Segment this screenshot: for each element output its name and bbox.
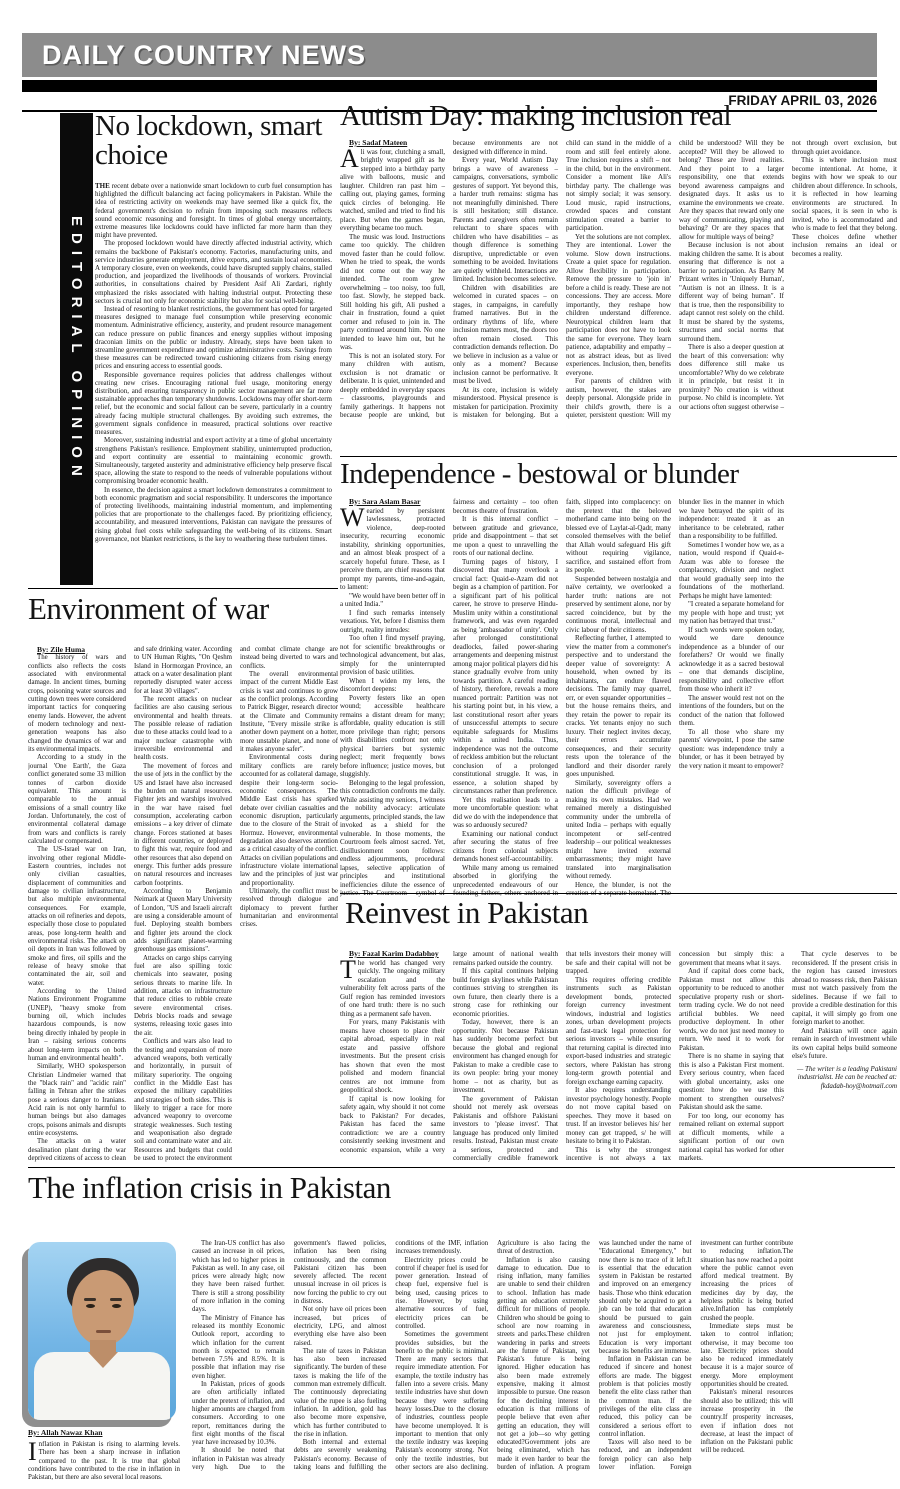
article-paragraph: Turning pages of history, I discovered that many overlook a crucial fact: Quaid-e-Azam did not begin as a champion of partition. For a significant part of his political career, he strove to preserve Hindu-Muslim unity within a constitutional framework, and was even regarded as being 'ambassador of unity'. Only after prolonged constitutional deadlocks, failed power-sharing arrangements and deepening mistrust among major political players did his stance gradually evolve from unity towards partition. A careful reading of history, therefore, reveals a more nuanced portrait: Partition was not his starting point but, in his view, a last constitutional resort after years of unsuccessful attempts to secure equitable safeguards for Muslims within a united India. Thus, independence was not the outcome of reckless ambition but the reluctant conclusion of a prolonged constitutional struggle. It was, in essence, a solution shaped by circumstances rather than preference. bbox=[453, 557, 558, 795]
article-paragraph: Similarly, sovereignty offers a nation the difficult privilege of making its own mistakes. Had we remained merely a distinguished community under the umbrella of united India – perhaps with equally incompetent or self-centred leadership – our political weaknesses might have invited external embarrassments; they might have translated into marginalisation without remedy. bbox=[566, 778, 671, 880]
inflation-body bbox=[192, 1240, 895, 1480]
independence-top-rule bbox=[340, 456, 897, 457]
article-paragraph: Sometimes I wonder how we, as a nation, would respond if Quaid-e-Azam was able to foresee the complacency, division and neglect that would gradually seep into the foundations of the motherland. Perhaps he might have lamented: bbox=[679, 540, 784, 600]
article-paragraph: Children with disabilities are welcomed in curated spaces – on stages, in campaigns, in carefully framed narratives. But in the ordinary rhythms of life, where inclusion matters most, the doors too often remain closed. This contradiction demands reflection. Do we believe in inclusion as a value or only as a moment? Because inclusion cannot be performative. It must be lived. bbox=[453, 283, 558, 385]
inflation-byline: By: Allah Nawaz Khan bbox=[28, 1428, 103, 1437]
article-paragraph: The movement of forces and the use of jets in the conflict by the US and Israel have also increased the burden on natural resources. Fighter jets and warships involved in the war have raised fuel consumption, accelerating carbon emissions – a key driver of climate change. Forces stationed at bases in different countries, or deployed to fight this war, require food and other resources that also depend on energy. This further adds pressure on natural resources and increases carbon footprints. bbox=[134, 762, 232, 887]
independence-lead-paragraph: Wearied by persistent lawlessness, protracted violence, deep-rooted insecurity, recurring economic instability, shrinking opportunities, and an almost bleak prospect of a scarcely hopeful future. These, as I perceive them, are chief reasons that prompt my parents, time-and-again, to lament: bbox=[340, 502, 445, 591]
article-paragraph: There is also a deeper question at the heart of this conversation: why does difference still make us uncomfortable? Why do we celebrate it in principle, but resist it in proximity? No creation is without purpose. No child is incomplete. Yet our actions often suggest otherwise – not through overt exclusion, but through quiet avoidance. bbox=[679, 139, 897, 411]
article-paragraph: And if capital does come back, Pakistan must not allow this opportunity to be reduced to another speculative property rush or short-term trading cycle. We do not need artificial bubbles. We need productive deployment. In other words, we do not just need money to return. We need it to work for Pakistan. bbox=[679, 967, 784, 1052]
photo-mouth bbox=[96, 1330, 111, 1333]
article-paragraph: And Pakistan will once again remain in search of investment while its own capital helps build someone else's future. bbox=[792, 1026, 897, 1060]
article-paragraph: Sometimes the government provides subsidies, but the benefit to the public is minimal. There are many sectors that require immediate attention. For example, the textile industry has fallen into a severe crisis. Many textile industries have shut down because they were suffering heavy losses.Due to the closure of industries, countless people have become unemployed. It is important to mention that only the textile industry was keeping Pakistan's economy strong. Not only the textile industries, but other sectors are also declining. Agriculture is also facing the threat of destruction. bbox=[395, 1240, 590, 1472]
article-paragraph: Hence, the blunder, is not the creation of a separate homeland. The blunder lies in the manner in which we have betrayed the spirit of its independence: treated it as an inheritance to be celebrated, rather than a responsibility to be fulfilled. bbox=[566, 498, 784, 897]
article-paragraph: This is why the strongest incentive is not always a tax concession but simply this: a government that means what it says. bbox=[566, 950, 784, 1162]
article-independence bbox=[340, 460, 897, 902]
article-paragraph: At its core, inclusion is widely misunderstood. Physical presence is mistaken for participation. Proximity is mistaken for belonging. But a child can stand in the middle of a room and still feel entirely alone. True inclusion requires a shift – not in the child, but in the environment. Consider a moment like Ali's birthday party. The challenge was not simply social; it was sensory. Loud music, rapid instructions, crowded spaces and constant stimulation created a barrier to participation. bbox=[453, 139, 671, 419]
editorial-opinion-label: EDITORIAL OPINION bbox=[68, 215, 85, 483]
article-paragraph: Conflicts and wars also lead to the testing and expansion of more advanced weapons, both vertically and horizontally, in pursuit of military superiority. The ongoing conflict in the Middle East has exposed the military capabilities and strategies of both sides. This is likely to trigger a race for more advanced weaponry to overcome strategic weaknesses. Such testing and weaponisation also degrade soil and contaminate water and air. Resources and budgets that could be used to protect the environment and combat climate change are instead being diverted to wars and conflicts. bbox=[134, 646, 338, 1162]
article-paragraph: Instead of resorting to blanket restrictions, the government has opted for targeted measures designed to manage fuel consumption while preserving economic momentum. Administrative efficiency, austerity, and prudent resource management can reduce pressure on public finances and energy supplies without imposing draconian limits on the public or industry. Already, steps have been taken to streamline government expenditure and optimize administrative costs. Savings from these measures can be redirected toward cushioning citizens from rising energy prices and ensuring access to essential goods. bbox=[95, 305, 332, 371]
inflation-body-columns bbox=[192, 1240, 895, 1480]
autism-body bbox=[340, 139, 897, 427]
article-paragraph: For parents of children with autism, however, the stakes are deeply personal. Alongside pride in their child's growth, there is a quieter, persistent question: Will my child be understood? Will they be accepted? Will they be allowed to belong? These are lived realities. And they point to a larger responsibility, one that extends beyond awareness campaigns and designated days. It asks us to examine the environments we create. Are they spaces that reward only one way of communicating, playing and behaving? Or are they spaces that allow for multiple ways of being? bbox=[566, 139, 784, 419]
article-autism-day bbox=[340, 102, 897, 427]
article-paragraph: Both internal and external debts are severely weakening Pakistan's economy. Because of taking loans and fulfilling the conditions of the IMF, inflation increases tremendously. bbox=[293, 1240, 489, 1472]
article-paragraph: When I widen my lens, the discomfort deepens: bbox=[340, 676, 445, 693]
article-paragraph: According to Benjamin Neimark at Queen Mary University of London, "US and Israeli aircraft are using a considerable amount of fuel. Deploying stealth bombers and fighter jets around the clock adds significant planet-warming greenhouse gas emissions". bbox=[134, 887, 232, 954]
article-paragraph: According to a study in the journal 'One Earth', the Gaza conflict generated some 33 million tonnes of carbon dioxide equivalent. This amount is comparable to the annual emissions of a small country like Jordan. Unfortunately, the cost of environmental collateral damage from wars and conflicts is rarely calculated or compensated. bbox=[28, 754, 126, 845]
article-paragraph: Attacks on cargo ships carrying fuel are also spilling toxic chemicals into seawater, posing serious threats to marine life. In addition, attacks on infrastructure that reduce cities to rubble create severe environmental crises. Debris blocks roads and sewage systems, releasing toxic gases into the air. bbox=[134, 954, 232, 1037]
article-paragraph: This is not an isolated story. For many children with autism, exclusion is not dramatic or deliberate. It is quiet, unintended and deeply embedded in everyday spaces – classrooms, playgrounds and family gatherings. It happens not because people are unkind, but because environments are not designed with difference in mind. bbox=[340, 139, 558, 419]
independence-headline: Independence - bestowal or blunder bbox=[340, 458, 739, 490]
article-paragraph: The recent attacks on nuclear facilities are also causing serious environmental and health threats. The possible release of radiation due to these attacks could lead to a major nuclear catastrophe with irreversible environmental and health costs. bbox=[134, 696, 232, 762]
article-paragraph: Because inclusion is not about making children the same. It is about ensuring that difference is not a barrier to participation. As Barry M Prizant writes in 'Uniquely Human', "Autism is not an illness. It is a different way of being human". If that is true, then the responsibility to adapt cannot rest solely on the child. It must be shared by the systems, structures and social norms that surround them. bbox=[679, 241, 784, 343]
article-paragraph: I find such remarks intensely vexatious. Yet, before I dismiss them outright, reality intrudes: bbox=[340, 608, 445, 634]
article-paragraph: To all those who share my parents' viewpoint, I pose the same question: was independence truly a blunder, or has it been betrayed by the very nation it meant to empower? bbox=[679, 727, 784, 770]
reinvest-headline: Reinvest in Pakistan bbox=[345, 895, 589, 930]
article-paragraph: If this capital continues helping build foreign skylines while Pakistan continues striving to strengthen its own future, then clearly there is a strong case for rethinking our economic priorities. bbox=[453, 967, 558, 1018]
article-paragraph: Responsible governance requires policies that address challenges without creating new crises. Encouraging rational fuel usage, monitoring energy distribution, and ensuring transparency in public sector management are far more sustainable approaches than temporary shutdowns. Lockdowns may offer short-term relief, but the economic and social fallout can be severe, particularly in a country already facing multiple structural challenges. By avoiding such extremes, the government signals confidence in measured, practical solutions over reactive measures. bbox=[95, 370, 332, 437]
drop-cap: A bbox=[340, 143, 359, 173]
article-paragraph: If such words were spoken today, would we dare denounce independence as a blunder of our forefathers? Or would we finally acknowledge it as a sacred bestowal – one that demands discipline, responsibility and collective effort from those who inherit it? bbox=[679, 625, 784, 693]
editorial-opinion-bar bbox=[60, 113, 93, 585]
article-paragraph: Environmental costs during military conflicts are rarely accounted for as collateral damage, despite their long-term socio-economic consequences. The Middle East crisis has sparked debate over civilian casualties and economic disruption, particularly due to the closure of the Strait of Hormuz. However, environmental degradation also deserves attention as a critical casualty of the conflict. Attacks on civilian populations and infrastructure violate international law and the principles of just war and proportionality. bbox=[240, 754, 338, 887]
no-lockdown-paragraphs bbox=[95, 239, 332, 543]
article-paragraph: If capital is now looking for safety again, why should it not come back to Pakistan? For decades, Pakistan has faced the same contradiction: we are a country consistently seeking investment and economic expansion, while a very large amount of national wealth remains parked outside the country. bbox=[340, 950, 558, 1154]
article-paragraph: The government of Pakistan should not merely ask overseas Pakistanis and offshore Pakistani investors to 'please invest'. That language has produced only limited results. Instead, Pakistan must create a serious, protected and commercially credible framework that tells investors their money will be safe and their capital will not be trapped. bbox=[453, 950, 671, 1162]
independence-body bbox=[340, 498, 897, 902]
photo-eye bbox=[86, 1304, 95, 1308]
article-paragraph: Every year, World Autism Day brings a wave of awareness – campaigns, conversations, symbolic gestures of support. Yet beyond this, a harder truth remains: stigma has not meaningfully diminished. There is still hesitation; still distance. Parents and caregivers often remain reluctant to share spaces with children who have disabilities – as though difference is something disruptive, unpredictable or even something to be avoided. Invitations are quietly withheld. Interactions are limited. Inclusion becomes selective. bbox=[453, 156, 558, 283]
article-paragraph: In Pakistan, prices of goods are often artificially inflated under the pretext of inflation, and higher amounts are charged from consumers. According to one report, remittances during the first eight months of the fiscal year have increased by 10.3%. bbox=[192, 1381, 285, 1447]
drop-cap: T bbox=[340, 954, 356, 984]
article-paragraph: The rate of taxes in Pakistan has also been increased significantly. The burden of these taxes is making the life of the common man extremely difficult. The continuously depreciating value of the rupee is also fueling inflation. In addition, gold has also become more expensive, which has further contributed to the rise in inflation. bbox=[293, 1347, 387, 1438]
inflation-lead-paragraph: Inflation in Pakistan is rising to alarming levels. There has been a sharp increase in inflation compared to the past. It is true that global conditions have contributed to the rise in inflation in Pakistan, but there are also several local reasons. bbox=[28, 1441, 180, 1482]
reinvest-top-rule bbox=[340, 893, 897, 894]
reinvest-body bbox=[340, 950, 897, 1164]
masthead-bar bbox=[22, 33, 877, 77]
article-paragraph: The overall environmental impact of the current Middle East crisis is vast and continues to grow as the conflict prolongs. According to Patrick Bigger, research director at the Climate and Community Institute, "Every missile strike is another down payment on a hotter, more unstable planet, and none of it makes anyone safer". bbox=[240, 671, 338, 754]
inflation-paragraphs bbox=[192, 1240, 793, 1480]
article-paragraph: Inflation in Pakistan can be reduced if sincere and honest efforts are made. The biggest problem is that policies mostly benefit the elite class rather than the common man. If the privileges of the elite class are reduced, this policy can be considered a serious effort to control inflation. bbox=[598, 1356, 692, 1438]
article-paragraph: It is this internal conflict – between gratitude and grievance, pride and disappointment – that set me upon a quest to unravelling the roots of our national decline. bbox=[453, 515, 558, 557]
environment-body bbox=[28, 646, 338, 1164]
article-paragraph: The US-Israel war on Iran, involving other regional Middle-Eastern countries, includes not only civilian casualties, displacement of communities and damage to civilian infrastructure, but also multiple environmental consequences. For example, attacks on oil refineries and depots, especially those close to populated areas, pose long-term health and environmental risks. The attack on oil depots in Iran was followed by smoke and fires, oil spills and the release of heavy smoke that contaminated the air, soil and water. bbox=[28, 846, 126, 987]
article-paragraph: The Ministry of Finance has released its monthly Economic Outlook report, according to which inflation for the current month is expected to remain between 7.5% and 8.5%. It is possible that inflation may rise even higher. bbox=[192, 1314, 285, 1380]
article-paragraph: Yet the solutions are not complex. They are intentional. Lower the volume. Slow down instructions. Create a quiet space for regulation. Allow flexibility in participation. Remove the pressure to 'join in' before a child is ready. These are not concessions. They are access. More importantly, they reshape how children understand difference. Neurotypical children learn that participation does not have to look the same for everyone. They learn patience, adaptability and empathy – not as abstract ideas, but as lived experiences. Inclusion, then, benefits everyone. bbox=[566, 232, 671, 377]
article-environment bbox=[28, 646, 338, 1164]
environment-byline: By: Zile Huma bbox=[37, 646, 86, 654]
article-paragraph: According to the United Nations Environment Programme (UNEP), "heavy smoke from burning oil, which includes hazardous compounds, is now being directly inhaled by people in Iran – raising serious concerns about long-term impacts on both human and environmental health". bbox=[28, 988, 126, 1062]
article-paragraph: That cycle deserves to be reconsidered. If the present crisis in the region has caused investors abroad to reassess risk, then Pakistan must not watch passively from the sidelines. Because if we fail to provide a credible destination for this capital, it will simply go from one foreign market to another. bbox=[792, 950, 897, 1026]
article-paragraph: Today, however, there is an opportunity. Not because Pakistan has suddenly become perfect but because the global and regional environment has changed enough for Pakistan to make a credible case to its own people: bring your money home – not as charity, but as investment. bbox=[453, 1018, 558, 1094]
article-paragraph: It also requires understanding investor psychology honestly. People do not move capital based on speeches. They move it based on trust. If an investor believes his/ her money can get trapped, s/ he will hesitate to bring it to Pakistan. bbox=[566, 1086, 671, 1145]
article-paragraph: The attacks on a water desalination plant during the war deprived citizens of access to clean and safe drinking water. According to UN Human Rights, "On Qeshm Island in Hormozgan Province, an attack on a water desalination plant reportedly disrupted water access for at least 30 villages". bbox=[28, 646, 232, 1162]
article-paragraph: The music was loud. Instructions came too quickly. The children moved faster than he could follow. When he tried to speak, the words did not come out the way he intended. The room grew overwhelming – too noisy, too full, too fast. Slowly, he stepped back. Still holding his gift, Ali pushed a chair in frustration, found a quiet corner and refused to join in. The party continued around him. No one intended to leave him out, but he was. bbox=[340, 232, 445, 351]
article-paragraph: Examining our national conduct after securing the status of free citizens from colonial subjects demands honest self-accountability. bbox=[453, 829, 558, 863]
article-paragraph: Electricity prices could be control if cheaper fuel is used for power generation. Instead of cheap fuel, expensive fuel is being used, causing prices to rise. However, by using alternative sources of fuel, electricity prices can be controlled. bbox=[395, 1256, 489, 1330]
masthead-black-bar bbox=[22, 80, 877, 92]
no-lockdown-lead-paragraph: THE recent debate over a nationwide smart lockdown to curb fuel consumption has highlighted the difficult balancing act facing policymakers in Pakistan. While the idea of restricting activity on weekends may have seemed like a quick fix, the federal government's decision to refrain from imposing such measures reflects sound economic reasoning and foresight. In times of global energy uncertainty, extreme measures like lockdowns could have inflicted far more harm than they might have prevented. bbox=[95, 182, 332, 240]
author-photo bbox=[28, 1242, 176, 1420]
article-paragraph: Similarly, WHO spokesperson Christian Lindmeier warned that the "black rain" and "acidic rain" falling in Tehran after the strikes pose a serious danger to Iranians. Acid rain is not only harmful to human beings but also damages crops, poisons animals and disrupts entire ecosystems. bbox=[28, 1063, 126, 1137]
article-paragraph: The proposed lockdown would have directly affected industrial activity, which remains the backbone of Pakistan's economy. Factories, manufacturing units, and service industries generate employment, drive exports, and sustain local economies. A temporary closure, even on weekends, could have disrupted supply chains, stalled production, and jeopardized the livelihoods of thousands of workers. Provincial authorities, in consultations chaired by President Asif Ali Zardari, rightly emphasized the risks associated with halting industrial output. Protecting these sectors is crucial not only for economic stability but also for social well-being. bbox=[95, 239, 332, 305]
article-reinvest bbox=[340, 950, 897, 1164]
article-paragraph: This requires offering credible instruments such as Pakistan development bonds, protected foreign currency investment windows, industrial and logistics zones, urban development projects and fast-track legal protection for serious investors – while ensuring that returning capital is directed into export-based industries and strategic sectors, where Pakistan has strong long-term growth potential and foreign exchange earning capacity. bbox=[566, 975, 671, 1086]
article-paragraph: Yet this realisation leads to a more uncomfortable question: what did we do with the independence that was so arduously secured? bbox=[453, 795, 558, 829]
article-paragraph: Reflecting further, I attempted to view the matter from a commoner's perspective and to understand the deeper value of sovereignty: A household, when owned by its inhabitants, can endure flawed decisions. The family may quarrel, err, or even squander opportunities – but the house remains theirs, and they retain the power to repair its cracks. Yet tenants enjoy no such luxury. Their neglect invites decay, their errors accumulate consequences, and their security rests upon the tolerance of the landlord and their disorder rarely goes unpunished. bbox=[566, 634, 671, 778]
article-paragraph: Pakistan's mineral resources should also be utilized; this will increase prosperity in the country.If prosperity increases, even if inflation does not decrease, at least the impact of inflation on the Pakistani public will be reduced. bbox=[700, 1389, 794, 1455]
photo-face bbox=[72, 1270, 134, 1346]
photo-brow bbox=[110, 1298, 122, 1301]
reinvest-byline: By: Fazal Karim Dadabhoy bbox=[349, 950, 439, 958]
independence-byline: By: Sara Aslam Basar bbox=[349, 498, 421, 506]
article-paragraph: The Iran-US conflict has also caused an increase in oil prices, which has led to higher prices in Pakistan as well. In any case, oil prices were already high; now they have been raised further. There is still a strong possibility of more inflation in the coming days. bbox=[192, 1240, 285, 1314]
autism-byline: By: Sadaf Mateen bbox=[349, 139, 408, 147]
article-paragraph: It should be noted that inflation in Pakistan was already very high. Due to the government's flawed policies, inflation has been rising continuously, and the common Pakistani citizen has been severely affected. The recent unusual increase in oil prices is now forcing the public to cry out in distress. bbox=[192, 1240, 387, 1472]
article-paragraph: For years, many Pakistanis with means have chosen to place their capital abroad, especially in real estate and passive offshore investments. But the present crisis has shown that even the most polished and modern financial centres are not immune from geopolitical shock. bbox=[340, 1018, 445, 1094]
article-paragraph: While many among us remained absorbed in glorifying the unprecedented endeavours of our founding fathers, others anchored in faith, slipped into complacency: on the pretext that the beloved motherland came into being on the blessed eve of Laylat-al-Qadr, many consoled themselves with the belief that Allah would safeguard His gift without requiring vigilance, sacrifice, and sustained effort from its people. bbox=[453, 498, 671, 897]
issue-date: FRIDAY APRIL 03, 2026 bbox=[728, 93, 877, 108]
no-lockdown-headline: No lockdown, smart choice bbox=[95, 110, 322, 171]
article-paragraph: Not only have oil prices been increased, but prices of electricity, LPG, and almost everything else have also been raised. bbox=[293, 1306, 387, 1347]
article-paragraph: There is no shame in saying that this is also a Pakistan First moment. Every serious country, when faced with global uncertainty, asks one question: how do we use this moment to strengthen ourselves? Pakistan should ask the same. bbox=[679, 1052, 784, 1111]
drop-cap: I bbox=[28, 1441, 37, 1466]
lead-word: THE bbox=[95, 182, 110, 190]
environment-top-rule bbox=[28, 588, 338, 589]
inflation-headline: The inflation crisis in Pakistan bbox=[28, 1170, 391, 1205]
inflation-author-column bbox=[28, 1242, 180, 1489]
article-paragraph: Taxes will also need to be reduced, and an independent foreign policy can also help lower inflation. Foreign investment can further contribute to reducing inflation.The situation has now reached a point where the public cannot even afford medical treatment. By increasing the prices of medicines day by day, the helpless public is being buried alive.Inflation has completely crushed the people. bbox=[598, 1240, 794, 1472]
reinvest-lead-paragraph: The world has changed very quickly. The ongoing military escalation and the vulnerability felt across parts of the Gulf region has reminded investors of one hard truth: there is no such thing as a permanent safe haven. bbox=[340, 954, 445, 1018]
article-paragraph: "We would have been better off in a united India." bbox=[340, 591, 445, 608]
article-paragraph: Too often I find myself praying, not for scientific breakthroughs or technological advancement, but alas, simply for the uninterrupted provision of basic utilities. bbox=[340, 634, 445, 676]
inflation-top-rule bbox=[28, 1167, 895, 1168]
photo-brow bbox=[84, 1298, 96, 1301]
article-paragraph: Inflation is also causing damage to education. Due to rising inflation, many families are unable to send their children to school. Inflation has made getting an education extremely difficult for millions of people. Children who should be going to school are now roaming in streets and parks.These children wandering in parks and streets are the future of Pakistan, yet Pakistan's future is being ignored. Higher education has also been made extremely expensive, making it almost impossible to pursue. One reason for the declining interest in education is that millions of people believe that even after getting an education, they will not get a job—so why getting educated?Government jobs are being eliminated, which has made it even harder to bear the burden of inflation. A program was launched under the name of "Educational Emergency," but now there is no trace of it left.It is essential that the education system in Pakistan be restarted and improved on an emergency basis. Those who think education should only be acquired to get a job can be told that education should be pursued to gain awareness and consciousness, not just for employment. Education is very important because its benefits are immense. bbox=[497, 1240, 692, 1472]
autism-headline: Autism Day: making inclusion real bbox=[340, 100, 732, 132]
article-paragraph: Moreover, sustaining industrial and export activity at a time of global uncertainty strengthens Pakistan's resilience. Employment stability, uninterrupted production, and export continuity are essential to maintaining economic growth. Simultaneously, targeted austerity and administrative efficiency help preserve fiscal space, allowing the state to respond to the needs of vulnerable populations without compromising broader economic health. bbox=[95, 436, 332, 486]
drop-cap: W bbox=[340, 502, 365, 532]
article-paragraph: Ultimately, the conflict must be resolved through dialogue and diplomacy to prevent further humanitarian and environmental crises. bbox=[240, 887, 338, 929]
article-paragraph: Suspended between nostalgia and naïve certainty, we overlooked a harder truth: nations are not preserved by sentiment alone, nor by sacred coincidence, but by the continuous moral, intellectual and civic labour of their citizens. bbox=[566, 574, 671, 634]
article-paragraph: Immediate steps must be taken to control inflation; otherwise, it may become too late. Electricity prices should also be reduced immediately because it is a major source of energy. More employment opportunities should be created. bbox=[700, 1322, 794, 1389]
article-paragraph: For too long, our economy has remained reliant on external support at difficult moments, while a significant portion of our own national capital has worked for other markets. bbox=[679, 1111, 784, 1162]
article-paragraph: In essence, the decision against a smart lockdown demonstrates a commitment to both economic pragmatism and social responsibility. It underscores the importance of protecting livelihoods, maintaining industrial momentum, and implementing policies that are proportionate to the challenges faced. By prioritizing efficiency, accountability, and measured interventions, Pakistan can navigate the pressures of rising global fuel costs while safeguarding the well-being of its citizens. Smart governance, not blanket restrictions, is the key to weathering these turbulent times. bbox=[95, 485, 332, 543]
photo-eye bbox=[112, 1304, 121, 1308]
article-paragraph: Poverty festers like an open wound; accessible healthcare remains a distant dream for many; affordable, quality education is still more privilege than right; persons with disabilities confront not only physical barriers but systemic neglect; merit frequently bows before influence; justice moves, but sluggishly. bbox=[340, 693, 445, 778]
reinvest-author-signature: — The writer is a leading Pakistani industrialist. He can be reached at: fkdadab-hoy@hotmail.com bbox=[797, 1064, 897, 1090]
article-paragraph: "I created a separate homeland for my people with hope and trust; yet my nation has betrayed that trust." bbox=[679, 600, 784, 625]
newspaper-title: DAILY COUNTRY NEWS bbox=[42, 39, 367, 70]
environment-paragraphs bbox=[28, 646, 338, 1164]
article-paragraph: Belonging to the legal profession, this contradiction confronts me daily. While assisting my seniors, I witness the nobility advocacy: articulate arguments, principled stands, the law invoked as a shield for the vulnerable. In those moments, the Courtroom feels almost sacred. Yet, disillusionment soon follows: endless adjournments, procedural lapses, selective application of principles and institutional inefficiencies dilute the essence of justice. The Courtroom – symbol of fairness and certainty – too often becomes theatre of frustration. bbox=[340, 498, 558, 897]
article-no-lockdown bbox=[95, 112, 332, 590]
article-paragraph: The history of wars and conflicts also reflects the costs associated with environmental damage. In ancient times, burning crops, poisoning water sources and cutting down trees were considered important tactics for conquering enemy lands. However, the advent of modern technology and next-generation weapons has also changed the dynamics of war and its environmental impacts. bbox=[28, 654, 126, 754]
article-paragraph: The answer would rest not on the intentions of the founders, but on the conduct of the nation that followed them. bbox=[679, 693, 784, 727]
no-lockdown-body bbox=[95, 182, 332, 590]
autism-lead-paragraph: Ali was four, clutching a small, brightly wrapped gift as he stepped into a birthday party alive with balloons, music and laughter. Children ran past him – calling out, playing games, forming quick circles of belonging. He watched, smiled and tried to find his place. But when the games began, everything became too much. bbox=[340, 143, 445, 232]
environment-headline: Environment of war bbox=[28, 591, 269, 626]
article-paragraph: This is where inclusion must become intentional. At home, it begins with how we speak to our children about difference. In schools, it is reflected in how learning environments are structured. In social spaces, it is seen in who is invited, who is accommodated and who is made to feel that they belong. These choices define whether inclusion remains an ideal or becomes a reality. bbox=[792, 156, 897, 258]
